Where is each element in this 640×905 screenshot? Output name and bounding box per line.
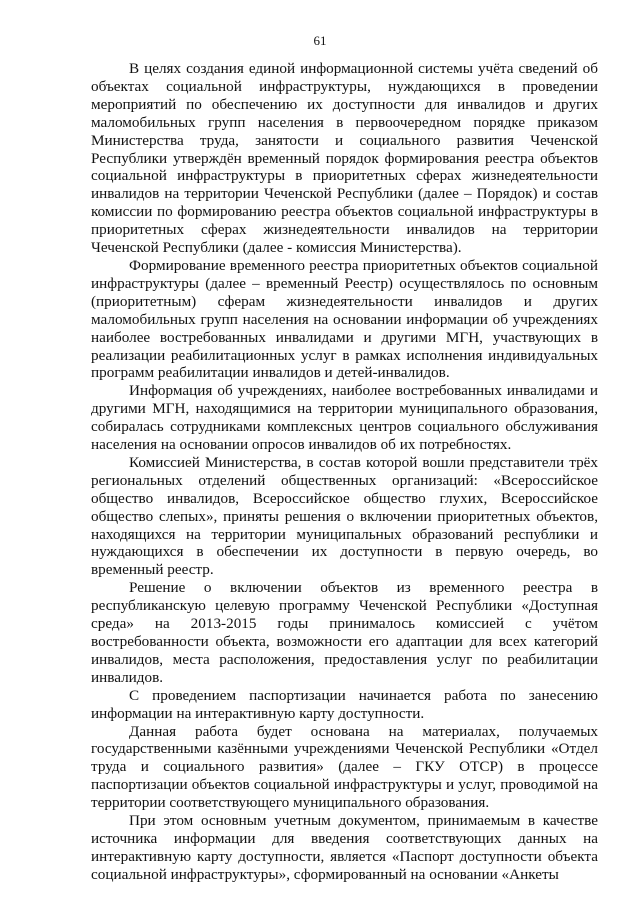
paragraph-institution-info: Информация об учреждениях, наиболее востребованных инвалидами и другими МГН, находящимися на территории муниципального образования, собиралась сотрудниками комплексных центров социального обслуживания населения на основании опросов инвалидов об их потребностях. (91, 382, 598, 454)
paragraph-ministry-commission: Комиссией Министерства, в состав которой вошли представители трёх региональных отделений общественных организаций: «Всероссийское общество инвалидов, Всероссийское общество глухих, Всероссийское общество слепых», приняты решения о включении приоритетных объектов, находящихся на территории муниципальных образований республики и нуждающихся в обеспечении их доступности в первую очередь, во временный реестр. (91, 453, 598, 579)
paragraph-passportization: С проведением паспортизации начинается работа по занесению информации на интерактивную карту доступности. (91, 686, 598, 722)
paragraph-accounting-document: При этом основным учетным документом, принимаемым в качестве источника информации для введения соответствующих данных на интерактивную карту доступности, является «Паспорт доступности объекта социальной инфраструктуры», сформированный на основании «Анкеты (91, 812, 598, 883)
paragraph-work-basis: Данная работа будет основана на материалах, получаемых государственными казёнными учреждениями Чеченской Республики «Отдел труда и социального развития» (далее – ГКУ ОТСР) в процессе паспортизации объектов социальной инфраструктуры и услуг, проводимой на территории соответствующего муниципального образования. (91, 722, 598, 812)
paragraph-temporary-registry: Формирование временного реестра приоритетных объектов социальной инфраструктуры (далее – временный Реестр) осуществлялось по основным (приоритетным) сферам жизнедеятельности инвалидов и других маломобильных групп населения на основании информации об учреждениях наиболее востребованных инвалидами и другими МГН, участвующих в реализации реабилитационных услуг в рамках исполнения индивидуальных программ реабилитации инвалидов и детей-инвалидов. (91, 256, 598, 382)
page-number: 61 (313, 33, 327, 48)
document-body (91, 60, 598, 884)
paragraph-program-decision: Решение о включении объектов из временного реестра в республиканскую целевую программу Чеченской Республики «Доступная среда» на 2013-2015 годы принималось комиссией с учётом востребованности объекта, возможности его адаптации для всех категорий инвалидов, места расположения, предоставления услуг по реабилитации инвалидов. (91, 579, 598, 686)
paragraph-registry-system: В целях создания единой информационной системы учёта сведений об объектах социальной инфраструктуры, нуждающихся в проведении мероприятий по обеспечению их доступности для инвалидов и других маломобильных групп населения в первоочередном порядке приказом Министерства труда, занятости и социального развития Чеченской Республики утверждён временный порядок формирования реестра объектов социальной инфраструктуры в приоритетных сферах жизнедеятельности инвалидов на территории Чеченской Республики (далее – Порядок) и состав комиссии по формированию реестра объектов социальной инфраструктуры в приоритетных сферах жизнедеятельности инвалидов на территории Чеченской Республики (далее - комиссия Министерства). (91, 60, 598, 257)
